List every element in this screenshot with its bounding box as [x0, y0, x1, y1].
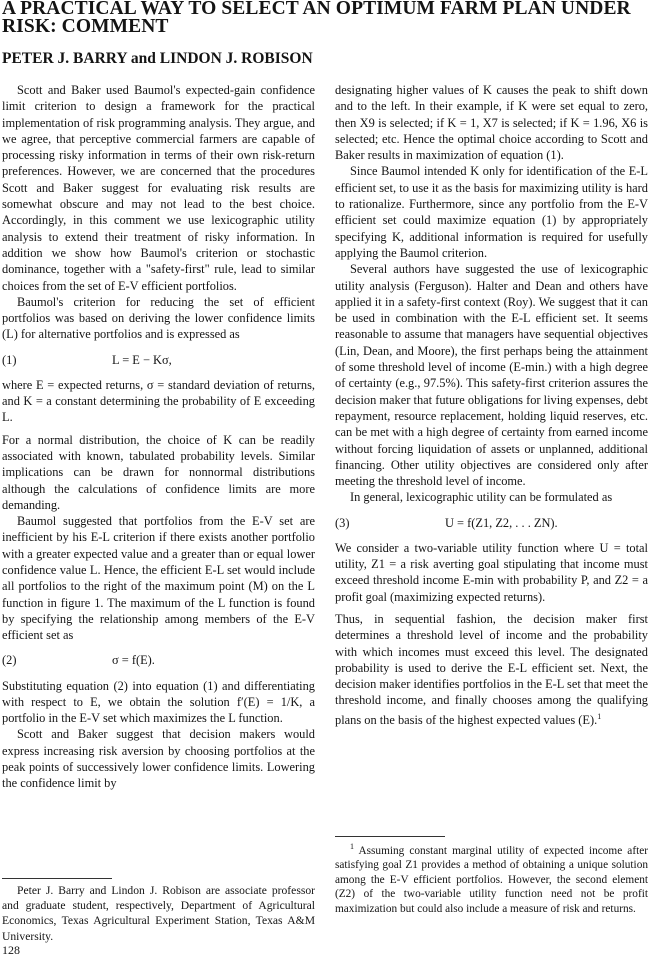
equation-expression: L = E − Kσ, — [112, 352, 172, 367]
paragraph — [335, 611, 648, 728]
author-affiliation: Peter J. Barry and Lindon J. Robison are associate professor and graduate student, respectively, Department of Agricultural Economics, Texas Agricultural Experiment Station, Texas A&M University. — [2, 884, 315, 943]
equation-1 — [2, 351, 315, 369]
paragraph: Several authors have suggested the use of lexicographic utility analysis (Ferguson). Halter and Dean and others have applied it in a safety-first context (Roy). We suggest that it can be used in combination with the E-L efficient set. It seems reasonable to assume that managers have sequential objectives (Lin, Dean, and Moore), the first perhaps being the attainment of some threshold level of income (E-min.) with a high degree of certainty (e.g., 97.5%). This safety-first criterion assures the decision maker that future obligations for living expenses, debt repayment, resource replacement, holding liquid reserves, etc. can be met with a high degree of certainty from earned income without forcing liquidation of assets or unplanned, additional financing. Other utility objectives are considered only after meeting the threshold level of income. — [335, 262, 648, 489]
equation-number: (3) — [335, 515, 350, 530]
paragraph: Scott and Baker used Baumol's expected-gain confidence limit criterion to design a framework for the practical implementation of risk programming analysis. They argue, and we agree, that perceptive commercial farmers are capable of processing risky information in terms of their own risk-return preferences. However, we are concerned that the procedures Scott and Baker suggest for evaluating risk results are somewhat obscure and may not lead to the best choice. Accordingly, in this comment we use lexicographic utility analysis to extend their treatment of risky information. In addition we show how Baumol's criterion or stochastic dominance, together with a "safety-first" rule, lead to similar choices from the set of E-V efficient portfolios. — [2, 83, 315, 293]
paragraph: Baumol's criterion for reducing the set of efficient portfolios was based on deriving the lower confidence limits (L) for alternative portfolios and is expressed as — [2, 294, 315, 342]
article-authors: PETER J. BARRY and LINDON J. ROBISON — [2, 50, 313, 67]
equation-expression: σ = f(E). — [112, 653, 155, 668]
equation-2 — [2, 652, 315, 670]
footnote-divider — [2, 878, 112, 879]
equation-number: (1) — [2, 352, 17, 367]
paragraph: designating higher values of K causes the peak to shift down and to the left. In their example, if K were set equal to zero, then X9 is selected; if K = 1, X7 is selected; if K = 1.96, X6 is selected; etc. Hence the optimal choice according to Scott and Baker results in maximization of equation (1). — [335, 83, 648, 163]
paragraph: Scott and Baker suggest that decision makers would express increasing risk aversion by choosing portfolios at the peak points of successively lower confidence limits. Lowering the confidence limit by — [2, 727, 315, 791]
paragraph: Substituting equation (2) into equation (1) and differentiating with respect to E, we obtain the solution f′(E) = 1/K, a portfolio in the E-V set which maximizes the L function. — [2, 678, 315, 726]
paragraph-text: Thus, in sequential fashion, the decision maker first determines a threshold level of income and the probability with which incomes must exceed this level. The designated probability is used to derive the E-L efficient set. Next, the decision maker identifies portfolios in the E-L set that meet the threshold income, and finally chooses among the qualifying plans on the basis of the highest expected values (E). — [335, 611, 648, 727]
paragraph: where E = expected returns, σ = standard deviation of returns, and K = a constant determining the probability of E exceeding L. — [2, 377, 315, 425]
footnote-divider — [335, 836, 445, 837]
paragraph: Baumol suggested that portfolios from the E-V set are inefficient by his E-L criterion if there exists another portfolio with a greater expected value and a greater than or equal lower confidence value L. Hence, the efficient E-L set would include all portfolios to the right of the maximum point (M) on the L function in figure 1. The maximum of the L function is found by specifying the relationship among members of the E-V efficient set as — [2, 514, 315, 643]
equation-expression: U = f(Z1, Z2, . . . ZN). — [445, 515, 558, 530]
equation-3 — [335, 514, 648, 532]
footnote-text: Assuming constant marginal utility of expected income after satisfying goal Z1 provides a method of obtaining a unique solution among the E-V efficient portfolios. However, the second element (Z2) of the two-variable utility function need not be profit maximization but could also include a measure of risk and returns. — [335, 844, 648, 915]
footnote — [335, 840, 648, 916]
left-column — [2, 82, 315, 792]
paragraph: Since Baumol intended K only for identification of the E-L efficient set, to use it as the basis for maximizing utility is hard to rationalize. Furthermore, since any portfolio from the E-V efficient set could maximize equation (1) by appropriately specifying K, additional information is required for usefully applying the Baumol criterion. — [335, 164, 648, 260]
footnote-marker: 1 — [350, 842, 354, 851]
right-column — [335, 82, 648, 728]
paragraph: For a normal distribution, the choice of K can be readily associated with known, tabulated probability levels. Similar implications can be drawn for nonnormal distributions although the calculations of confidence limits are more demanding. — [2, 432, 315, 512]
footnote-reference: 1 — [597, 711, 602, 721]
article-title: A PRACTICAL WAY TO SELECT AN OPTIMUM FARM PLAN UNDER RISK: COMMENT — [2, 0, 631, 37]
paragraph: In general, lexicographic utility can be formulated as — [350, 490, 613, 505]
paragraph: We consider a two-variable utility function where U = total utility, Z1 = a risk averting goal stipulating that income must exceed threshold income E-min with probability P, and Z2 = a profit goal (maximizing expected returns). — [335, 540, 648, 604]
equation-number: (2) — [2, 653, 17, 668]
page-number: 128 — [2, 943, 20, 957]
